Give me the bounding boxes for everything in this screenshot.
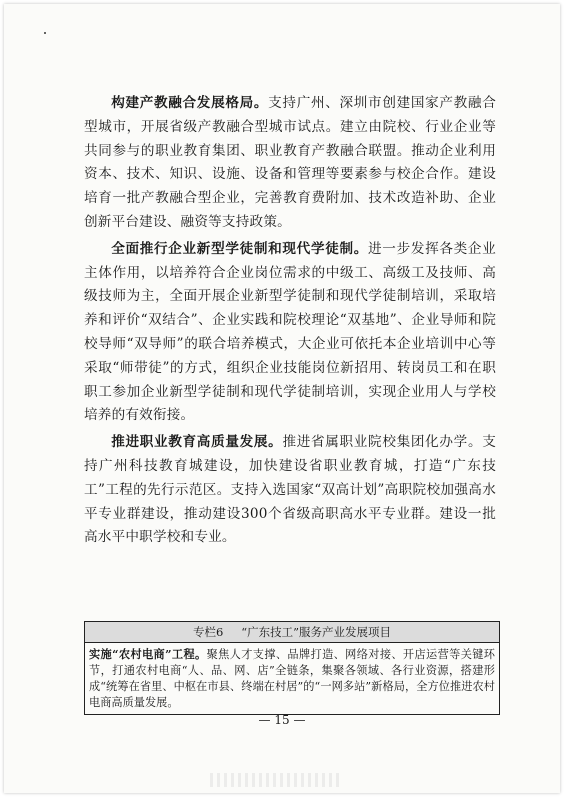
column-box-header [85,622,499,643]
paragraph-lead: 构建产教融合发展格局。 [111,95,269,111]
paragraph-vocational-education [84,431,496,550]
column-box-body [85,643,499,714]
column-box-label: 专栏6 [192,625,224,639]
paragraph-lead: 推进职业教育高质量发展。 [111,434,283,451]
paragraph-text: 进一步发挥各类企业主体作用，以培养符合企业岗位需求的中级工、高级工及技师、高级技师为主，全面开展企业新型学徒制和现代学徒制培训，采取培养和评价“双结合”、企业实践和院校理论“双基地”、企业导师和院校导师“双导师”的联合培养模式，大企业可依托本企业培训中心等采取“师带徒”的方式，组织企业技能岗位新招用、转岗员工和在职职工参加企业新型学徒制和现代学徒制培训，实现企业用人与学校培养的有效衔接。 [84,240,496,424]
paragraph-lead: 全面推行企业新型学徒制和现代学徒制。 [111,240,369,257]
column-box-text: 聚焦人才支撑、品牌打造、网络对接、开店运营等关键环节，打通农村电商“人、品、网、店”全链条，集聚各领域、各行业资源，搭建形成“统筹在省里、中枢在市县、终端在村居”的“一网多站”新格局，全方位推进农村电商高质量发展。 [89,648,495,709]
scan-dot [44,32,46,34]
page-number: — 15 — [258,713,306,727]
column-box [84,621,500,715]
column-box-lead: 实施“农村电商”工程。 [89,647,207,661]
paragraph-text: 支持广州、深圳市创建国家产教融合型城市，开展省级产教融合型城市试点。建立由院校、行业企业等共同参与的职业教育集团、职业教育产教融合联盟。推动企业利用资本、技术、知识、设施、设备和管理等要素参与校企合作。建设培育一批产教融合型企业，完善教育费附加、技术改造补助、企业创新平台建设、融资等支持政策。 [84,95,496,230]
paragraph-apprenticeship [84,238,496,428]
paragraph-industry-education [84,92,496,235]
scan-smudge [210,773,340,787]
column-box-title: “广东技工”服务产业发展项目 [241,625,392,639]
document-page [4,4,560,793]
body-text [84,92,496,550]
paragraph-text: 推进省属职业院校集团化办学。支持广州科技教育城建设，加快建设省职业教育城，打造“广东技工”工程的先行示范区。支持入选国家“双高计划”高职院校加强高水平专业群建设，推动建设300个省级高职高水平专业群。建设一批高水平中职学校和专业。 [84,434,497,546]
